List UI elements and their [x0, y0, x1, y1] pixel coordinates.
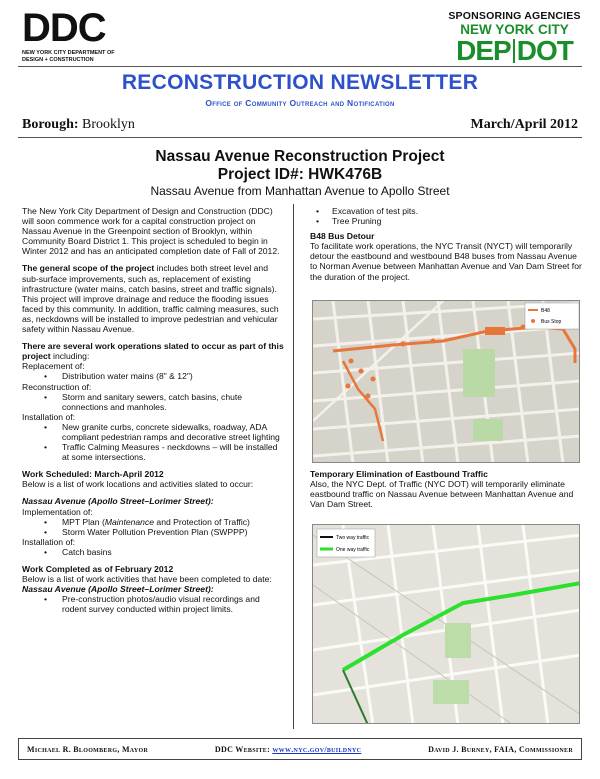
newsletter-subtitle: Office of Community Outreach and Notification: [205, 98, 395, 108]
installation2-label: Installation of:: [22, 536, 76, 547]
ddc-logo-letters: DDC: [22, 6, 106, 50]
ddc-logo-sub-1: NEW YORK CITY DEPARTMENT OF: [22, 50, 115, 56]
elimination-text: Also, the NYC Dept. of Traffic (NYC DOT) will temporarily eliminate eastbound traffic on Nassau Avenue between Manhattan Avenue and Van Dam Street.: [310, 479, 574, 510]
implementation-label: Implementation of:: [22, 506, 93, 517]
legend-one-way: One way traffic: [336, 547, 370, 553]
sponsoring-agencies-logo: [447, 10, 582, 65]
sponsor-title: SPONSORING AGENCIES: [448, 10, 581, 22]
scope-heading: The general scope of the project: [22, 263, 155, 274]
park: [433, 680, 469, 704]
replacement-label: Replacement of:: [22, 361, 85, 372]
ddc-logo: [22, 8, 132, 63]
installation-list: [22, 422, 284, 462]
detour-map-graphic: [313, 301, 580, 463]
scope-text: includes both street level and sub-surface improvements, such as, replacement of existing infrastructure (water mains, catch basins, street and traffic signals). This project will improve drainage and reduce the flooding issues faced by this community. In addition, traffic calming measures, such as, neckdowns will be installed to improve pedestrian and vehicular safety within Nassau Avenue.: [22, 263, 279, 335]
completed-heading: Work Completed as of February 2012: [22, 564, 174, 574]
completed-text: Below is a list of work activities that have been completed to date:: [22, 574, 272, 585]
detour-text: To facilitate work operations, the NYC Transit (NYCT) will temporarily detour the eastbound and westbound B48 buses from Nassau Avenue to Norman Avenue between Manhattan Avenue and Van Dam Street for the duration of the project.: [310, 241, 582, 282]
installation-label: Installation of:: [22, 411, 76, 422]
borough-label: Borough:: [22, 117, 79, 132]
list-item: • MPT Plan (Maintenance and Protection of Traffic): [22, 517, 284, 527]
ddc-logo-sub-2: DESIGN + CONSTRUCTION: [22, 56, 94, 63]
traffic-map: [312, 524, 580, 724]
operations-heading: There are several work operations slated to occur as part of this project including:: [22, 341, 284, 362]
elimination-section: [310, 469, 582, 509]
issue-date: March/April 2012: [470, 117, 578, 132]
detour-heading: B48 Bus Detour: [310, 231, 375, 242]
scheduled-location: Nassau Avenue (Apollo Street–Lorimer Street):: [22, 496, 214, 507]
footer-commissioner: David J. Burney, FAIA, Commissioner: [428, 744, 573, 754]
detour-map: [312, 300, 580, 463]
list-item: • Excavation of test pits.: [310, 206, 582, 216]
legend-two-way: Two way traffic: [336, 535, 369, 541]
park: [445, 623, 471, 658]
map-legend: [525, 303, 579, 329]
reconstruction-list: [22, 392, 284, 412]
completed-location: Nassau Avenue (Apollo Street–Lorimer Street):: [22, 584, 214, 595]
replacement-list: [22, 371, 284, 381]
project-id: Project ID#: HWK476B: [217, 166, 383, 183]
reconstruction-label: Reconstruction of:: [22, 381, 92, 392]
newsletter-title: RECONSTRUCTION NEWSLETTER: [121, 71, 479, 94]
elimination-heading: Temporary Elimination of Eastbound Traffic: [310, 469, 488, 479]
left-column: [22, 206, 284, 614]
dot-logo: DOT: [516, 35, 573, 66]
list-item: • Distribution water mains (8" & 12"): [22, 371, 284, 381]
legend-bus-stop: Bus Stop: [541, 319, 562, 325]
footer-mayor: Michael R. Bloomberg, Mayor: [27, 744, 149, 754]
scope-paragraph: [22, 263, 284, 334]
borough-value: Brooklyn: [82, 117, 135, 132]
sponsor-nyc: NEW YORK CITY: [460, 22, 569, 37]
scheduled-text: Below is a list of work locations and activities slated to occur:: [22, 479, 254, 490]
section-rule: [18, 137, 582, 138]
list-item: • Tree Pruning: [310, 216, 582, 226]
installation2-list: [22, 547, 284, 557]
dep-logo: DEP: [456, 35, 511, 66]
list-item: • Pre-construction photos/audio visual recordings and rodent survey conducted within project limits.: [22, 594, 284, 614]
logo-divider: [513, 39, 515, 63]
project-location: Nassau Avenue from Manhattan Avenue to Apollo Street: [150, 184, 450, 198]
list-item: • Traffic Calming Measures - neckdowns – will be installed at some intersections.: [22, 442, 284, 462]
b48-label-box: [485, 327, 505, 335]
completed-list: [22, 594, 284, 614]
list-item: • Catch basins: [22, 547, 284, 557]
footer-website: DDC Website: www.nyc.gov/buildnyc: [214, 744, 362, 754]
right-top-list: [310, 206, 582, 226]
legend-b48: B48: [541, 308, 550, 314]
project-title: Nassau Avenue Reconstruction Project: [155, 148, 445, 165]
column-divider: [293, 204, 294, 729]
list-item: • New granite curbs, concrete sidewalks, roadway, ADA compliant pedestrian ramps and decorative street lighting: [22, 422, 284, 442]
borough: [22, 117, 135, 133]
list-item: • Storm and sanitary sewers, catch basins, chute connections and manholes.: [22, 392, 284, 412]
park: [463, 349, 495, 397]
park: [473, 419, 503, 441]
header-rule: [18, 66, 582, 67]
intro-paragraph: The New York City Department of Design and Construction (DDC) will soon commence work for a capital construction project on Nassau Avenue in the Greenpoint section of Brooklyn, within Community Board District 1. This project is scheduled to begin in Winter 2012 and has an anticipated completion date of Fall of 2012.: [22, 206, 280, 257]
footer: [18, 738, 582, 760]
website-link[interactable]: www.nyc.gov/buildnyc: [272, 744, 362, 754]
right-column: [310, 206, 582, 282]
traffic-map-graphic: [313, 525, 580, 724]
implementation-list: [22, 517, 284, 537]
scheduled-heading: Work Scheduled: March-April 2012: [22, 469, 164, 480]
list-item: • Storm Water Pollution Prevention Plan (SWPPP): [22, 527, 284, 537]
